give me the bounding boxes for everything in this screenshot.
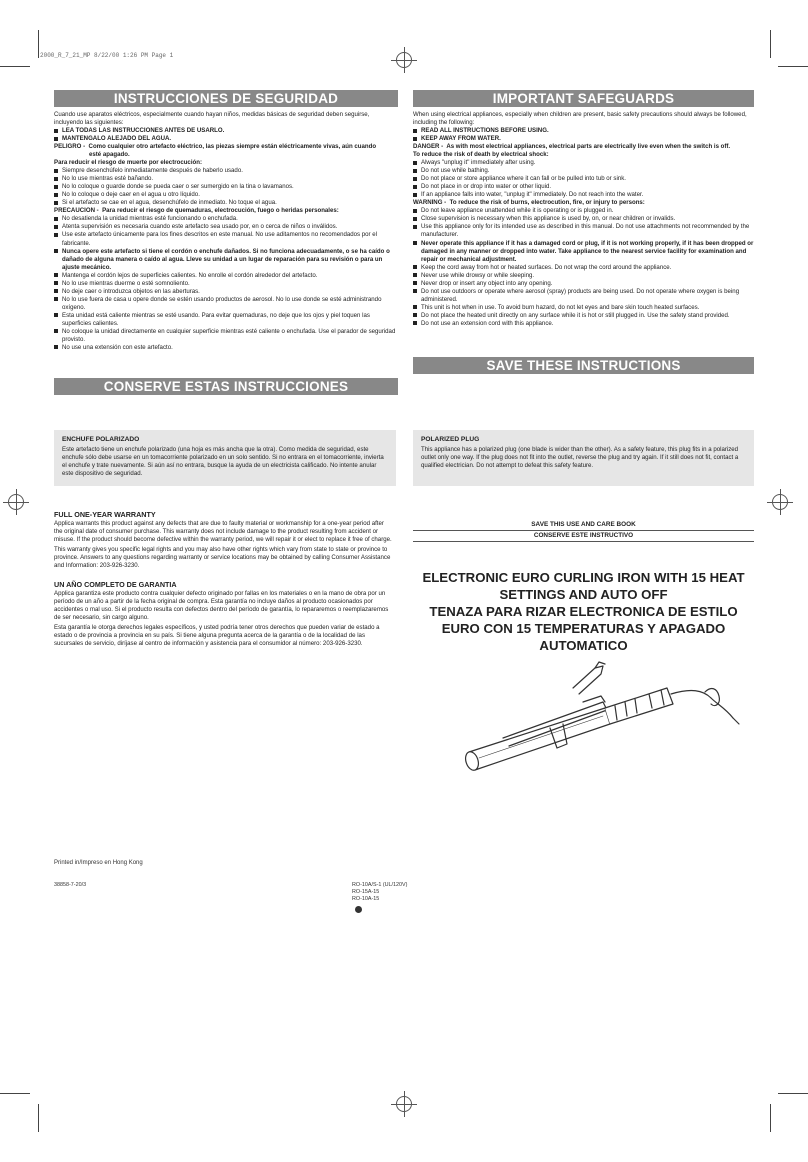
list-item: Do not place or store appliance where it can fall or be pulled into tub or sink.	[413, 175, 754, 183]
en-safety-banner: IMPORTANT SAFEGUARDS	[413, 90, 754, 107]
es-shock-head: Para reducir el riesgo de muerte por electrocución:	[54, 159, 202, 167]
en-plug-text: This appliance has a polarized plug (one blade is wider than the other). As a safety feature, this plug fits in a polarized outlet only one way. If the plug does not fit into the outlet, reverse the plug and try again. If it still does not fit, contact a qualified electrician. Do not attempt to defeat this safety feature.	[421, 445, 739, 469]
list-item: No coloque la unidad directamente en cualquier superficie mientras esté caliente o enchufada. Use el parador de seguridad provisto.	[54, 328, 398, 344]
list-item: No desatienda la unidad mientras esté funcionando o enchufada.	[54, 215, 398, 223]
list-item: No lo use fuera de casa u opere donde se estén usando productos de aerosol. No lo use donde se esté administrando oxígeno.	[54, 296, 398, 312]
warranty-title-es: UN AÑO COMPLETO DE GARANTIA	[54, 580, 177, 590]
list-item: No use una extensión con este artefacto.	[54, 344, 398, 352]
en-warning-label: WARNING -	[413, 199, 447, 207]
en-save-banner: SAVE THESE INSTRUCTIONS	[413, 357, 754, 374]
crop-mark	[38, 30, 39, 58]
list-item: Do not place in or drop into water or other liquid.	[413, 183, 754, 191]
save-book-en: SAVE THIS USE AND CARE BOOK	[531, 521, 636, 528]
list-item: Esta unidad está caliente mientras se esté usando. Para evitar quemaduras, no deje que los ojos y piel toquen las superficies calientes.	[54, 312, 398, 328]
en-danger	[413, 143, 754, 151]
en-warning-text: To reduce the risk of burns, electrocution, fire, or injury to persons:	[449, 199, 645, 207]
registration-mark	[8, 494, 24, 510]
warranty-section	[54, 510, 394, 648]
crop-mark	[38, 1104, 39, 1132]
list-item: No lo coloque o guarde donde se pueda caer o ser sumergido en la tina o lavamanos.	[54, 183, 398, 191]
list-item: No deje caer o introduzca objetos en las aberturas.	[54, 288, 398, 296]
registration-mark	[396, 1096, 412, 1112]
es-conserve-banner: CONSERVE ESTAS INSTRUCCIONES	[54, 378, 398, 395]
es-caution-text: Para reducir el riesgo de quemaduras, electrocución, fuego o heridas personales:	[102, 207, 339, 215]
list-item: Atenta supervisión es necesaria cuando este artefacto sea usado por, en o cerca de niños o inválidos.	[54, 223, 398, 231]
es-plug-text: Este artefacto tiene un enchufe polarizado (una hoja es más ancha que la otra). Como medida de seguridad, este enchufe sólo debe usarse en un tomacorriente polarizado en un solo sentido. Si no entrara en el tomacorriente, invierta el enchufe y trate nuevamente. Si aún así no entrara, busque la ayuda de un electricista calificado. No intente anular este dispositivo de seguridad.	[62, 445, 384, 477]
crop-mark	[770, 1104, 771, 1132]
model-numbers	[352, 882, 407, 903]
warranty-text-es-2: Esta garantía le otorga derechos legales específicos, y usted podría tener otros derechos que pueden variar de estado a estado o de provincia a provincia en su país. Si tiene alguna pregunta acerca de la garantía o de la localidad de las sucursales de servicio, diríjase al centro de información y asistencia para el consumidor al número: 203-926-3230.	[54, 624, 380, 648]
list-item: This unit is hot when in use. To avoid burn hazard, do not let eyes and bare skin touch heated surfaces.	[413, 304, 754, 312]
list-item: No lo coloque o deje caer en el agua u otro líquido.	[54, 191, 398, 199]
es-polarized-plug-box	[54, 430, 396, 486]
crop-mark	[0, 1093, 30, 1094]
list-item: Close supervision is necessary when this appliance is used by, on, or near children or invalids.	[413, 215, 754, 223]
list-item: Never use while drowsy or while sleeping.	[413, 272, 754, 280]
list-item: No lo use mientras esté bañando.	[54, 175, 398, 183]
es-danger-text: Como cualquier otro artefacto eléctrico, las piezas siempre están eléctricamente vivas, aún cuando	[88, 143, 377, 151]
list-item: Always "unplug it" immediately after using.	[413, 159, 754, 167]
list-item: Do not leave appliance unattended while it is operating or is plugged in.	[413, 207, 754, 215]
en-read-all: READ ALL INSTRUCTIONS BEFORE USING.	[413, 127, 754, 135]
en-danger-text: As with most electrical appliances, electrical parts are electrically live even when the switch is off.	[446, 143, 731, 151]
en-plug-title: POLARIZED PLUG	[421, 436, 480, 443]
list-item: Do not use an extension cord with this appliance.	[413, 320, 754, 328]
es-caution	[54, 207, 398, 215]
list-item: Use este artefacto únicamente para los fines descritos en este manual. No use aditamentos no recomendados por el fabricante.	[54, 231, 398, 247]
list-item: Do not use while bathing.	[413, 167, 754, 175]
es-danger-label: PELIGRO -	[54, 143, 86, 151]
crop-mark	[778, 66, 808, 67]
es-safety-banner: INSTRUCCIONES DE SEGURIDAD	[54, 90, 398, 107]
part-code: 38858-7-20/3	[54, 882, 87, 888]
warranty-text-en-1: Applica warrants this product against any defects that are due to faulty material or workmanship for a one-year period after the original date of consumer purchase. This warranty does not include damage to the product resulting from accident or misuse. If the product should become defective within the warranty period, we will repair it or elect to replace it free of charge.	[54, 520, 392, 544]
model-number: RO-10A-15	[352, 896, 380, 903]
list-item: Mantenga el cordón lejos de superficies calientes. No enrolle el cordón alrededor del artefacto.	[54, 272, 398, 280]
crop-mark	[0, 66, 30, 67]
list-item: Use this appliance only for its intended use as described in this manual. Do not use attachments not recommended by the manufacturer.	[413, 223, 754, 239]
printed-in: Printed in/Impreso en Hong Kong	[54, 860, 143, 866]
en-intro: When using electrical appliances, especially when children are present, basic safety precautions should always be followed, including the following:	[413, 111, 747, 127]
en-warning	[413, 199, 754, 207]
divider	[413, 541, 754, 542]
divider	[413, 530, 754, 531]
en-danger-label: DANGER -	[413, 143, 444, 151]
es-plug-title: ENCHUFE POLARIZADO	[62, 436, 140, 443]
es-intro: Cuando use aparatos eléctricos, especialmente cuando hayan niños, medidas básicas de seguridad deben seguirse, incluyendo las siguientes:	[54, 111, 370, 127]
registration-mark	[396, 52, 412, 68]
list-item: Do not place the heated unit directly on any surface while it is hot or still plugged in. Use the safety stand provided.	[413, 312, 754, 320]
list-item: If an appliance falls into water, "unplug it" immediately. Do not reach into the water.	[413, 191, 754, 199]
model-number: RO-15A-15	[352, 889, 380, 896]
model-number: RO-10A/S-1 (UL/120V)	[352, 882, 408, 888]
es-keep-away: MANTENGALO ALEJADO DEL AGUA.	[54, 135, 398, 143]
product-title-en: ELECTRONIC EURO CURLING IRON WITH 15 HEAT SETTINGS AND AUTO OFF	[422, 570, 745, 602]
save-book-es: CONSERVE ESTE INSTRUCTIVO	[533, 532, 634, 539]
list-item: Never operate this appliance if it has a damaged cord or plug, if it is not working properly, if it has been dropped or damaged in any manner or dropped into water. Take appliance to the nearest service facility for examination and repair or mechanical adjustment.	[413, 240, 754, 264]
warranty-text-en-2: This warranty gives you specific legal rights and you may also have other rights which vary from state to state or province to province. Answers to any questions regarding warranty or service locations may be obtained by calling Consumer Assistance and Information: 203-926-3230.	[54, 546, 391, 570]
en-shock-head: To reduce the risk of death by electrical shock:	[413, 151, 549, 159]
en-keep-away: KEEP AWAY FROM WATER.	[413, 135, 754, 143]
warranty-title-en: FULL ONE-YEAR WARRANTY	[54, 510, 156, 519]
product-title-es: TENAZA PARA RIZAR ELECTRONICA DE ESTILO EURO CON 15 TEMPERATURAS Y APAGADO AUTOMATICO	[429, 604, 738, 653]
list-item: Keep the cord away from hot or heated surfaces. Do not wrap the cord around the appliance.	[413, 264, 754, 272]
crop-mark	[778, 1093, 808, 1094]
es-caution-label: PRECAUCION -	[54, 207, 99, 215]
list-item: Nunca opere este artefacto si tiene el cordón o enchufe dañados. Si no funciona adecuadamente, o se ha caído o dañado de alguna manera o caído al agua. Lleve su unidad a un lugar de reparación para su revisión o para un ajuste mecánico.	[54, 248, 398, 272]
es-danger-cont: esté apagado.	[89, 151, 130, 159]
list-item: No lo use mientras duerme o esté somnoliento.	[54, 280, 398, 288]
es-read-all: LEA TODAS LAS INSTRUCCIONES ANTES DE USARLO.	[54, 127, 398, 135]
list-item: Never drop or insert any object into any opening.	[413, 280, 754, 288]
print-header: 2000_R_7_21_MP 8/22/00 1:26 PM Page 1	[40, 52, 174, 59]
en-safety-column	[413, 111, 754, 328]
registration-mark	[772, 494, 788, 510]
recycle-icon	[355, 906, 362, 913]
es-danger	[54, 143, 398, 151]
list-item: Siempre desenchúfelo inmediatamente después de haberlo usado.	[54, 167, 398, 175]
warranty-text-es-1: Applica garantiza este producto contra cualquier defecto originado por fallas en los materiales o en la mano de obra por un período de un año a partir de la fecha original de compra. Esta garantía no incluye daños al producto ocasionados por accidentes o mal uso. Si el producto resulta con defectos dentro del período de garantía, lo repararemos o reemplazaremos de ser necesario, sin cargo alguno.	[54, 590, 389, 622]
curling-iron-illustration	[455, 658, 755, 778]
list-item: Do not use outdoors or operate where aerosol (spray) products are being used. Do not operate where oxygen is being administered.	[413, 288, 754, 304]
es-safety-column	[54, 111, 398, 352]
list-item: Si el artefacto se cae en el agua, desenchúfelo de inmediato. No toque el agua.	[54, 199, 398, 207]
en-polarized-plug-box	[413, 430, 754, 486]
crop-mark	[770, 30, 771, 58]
